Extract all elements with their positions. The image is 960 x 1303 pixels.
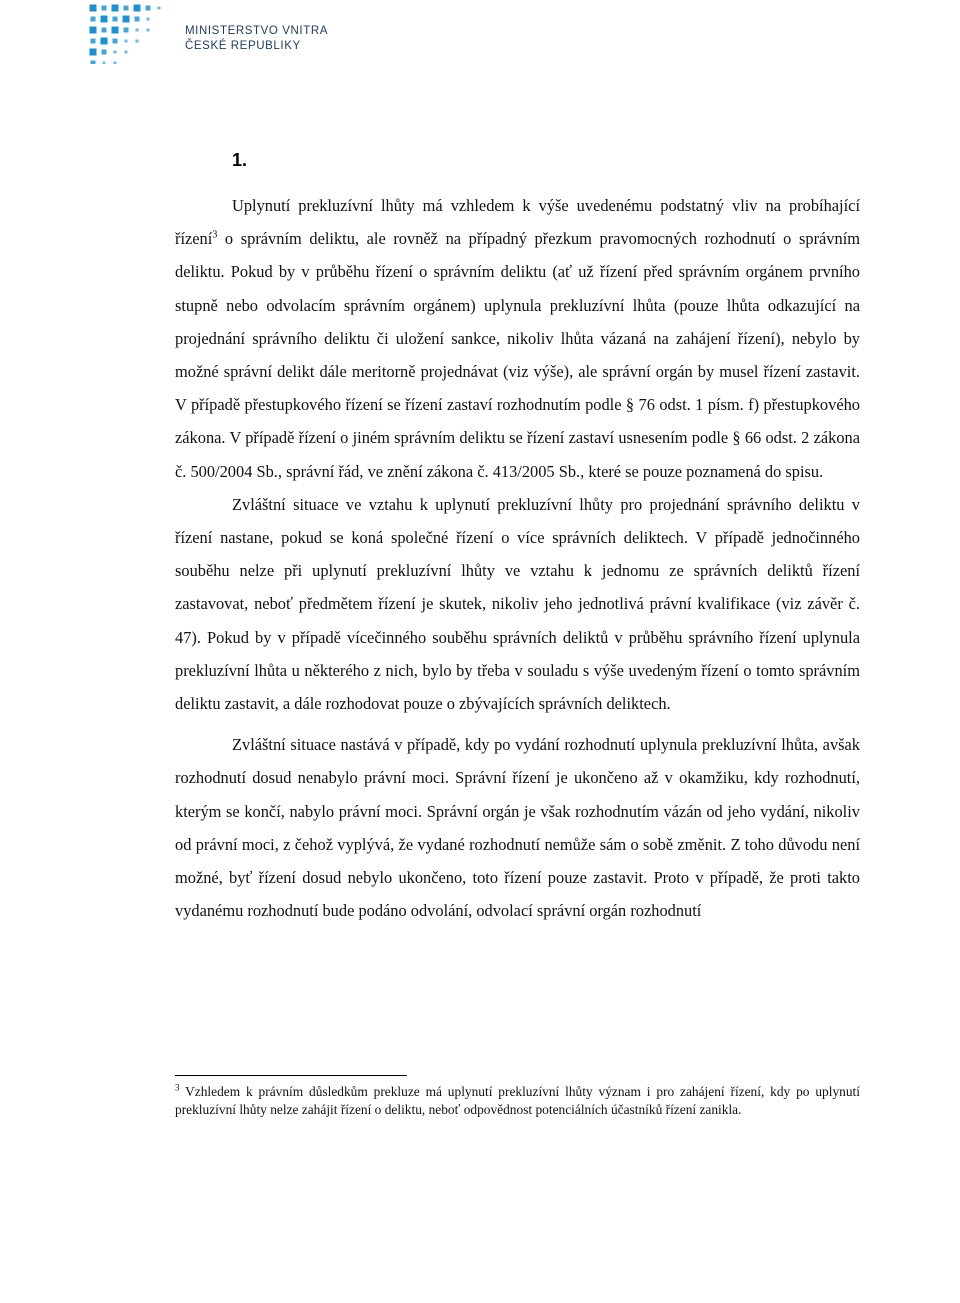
- paragraph-2: Zvláštní situace ve vztahu k uplynutí prekluzívní lhůty pro projednání správního deliktu v řízení nastane, pokud se koná společné řízení o více správních deliktech. V případě jednočinného souběhu nelze při uplynutí prekluzívní lhůty ve vztahu k jednomu ze správních deliktů řízení zastavovat, neboť předmětem řízení je skutek, nikoliv jeho jednotlivá právní kvalifikace (viz závěr č. 47). Pokud by v případě vícečinného souběhu správních deliktů v průběhu správního řízení uplynula prekluzívní lhůta u některého z nich, bylo by třeba v souladu s výše uvedeným řízení o tomto správním deliktu zastavit, a dále rozhodovat pouze o zbývajících správních deliktech.: [175, 494, 860, 714]
- ministry-logo-text: [185, 24, 328, 54]
- paragraph-1: [175, 189, 860, 488]
- section-heading: 1.: [232, 150, 248, 170]
- logo-line-2: ČESKÉ REPUBLIKY: [185, 40, 301, 52]
- paragraph-1-text-b: o správním deliktu, ale rovněž na případný přezkum pravomocných rozhodnutí o správním deliktu. Pokud by v průběhu řízení o správním deliktu (ať už řízení před správním orgánem prvního stupně nebo odvolacím správním orgánem) uplynula prekluzívní lhůta (pouze lhůta odkazující na projednání správního deliktu či uložení sankce, nikoliv lhůta vázaná na zahájení řízení), nebylo by možné správní delikt dále meritorně projednávat (viz výše), ale správní orgán by musel řízení zastavit. V případě přestupkového řízení se řízení zastaví rozhodnutím podle § 76 odst. 1 písm. f) přestupkového zákona. V případě řízení o jiném správním deliktu se řízení zastaví usnesením podle § 66 odst. 2 zákona č. 500/2004 Sb., správní řád, ve znění zákona č. 413/2005 Sb., které se pouze poznamená do spisu.: [175, 229, 860, 481]
- footnote: [175, 1083, 860, 1119]
- ministry-logo-dots-icon: [87, 2, 179, 64]
- ministry-logo: [87, 2, 328, 64]
- footnote-separator: [175, 1075, 407, 1076]
- paragraph-3: Zvláštní situace nastává v případě, kdy po vydání rozhodnutí uplynula prekluzívní lhůta, avšak rozhodnutí dosud nenabylo právní moci. Správní řízení je ukončeno až v okamžiku, kdy rozhodnutí, kterým se končí, nabylo právní moci. Správní orgán je však rozhodnutím vázán od jeho vydání, nikoliv od právní moci, z čehož vyplývá, že vydané rozhodnutí nemůže sám o sobě změnit. Z toho důvodu není možné, byť řízení dosud nebylo ukončeno, toto řízení pouze zastavit. Proto v případě, že proti takto vydanému rozhodnutí bude podáno odvolání, odvolací správní orgán rozhodnutí: [175, 735, 860, 921]
- paragraph-1-text-a: Uplynutí prekluzívní lhůty má vzhledem k výše uvedenému podstatný vliv na probíhající řízení: [175, 196, 860, 249]
- footnote-text: Vzhledem k právním důsledkům prekluze má uplynutí prekluzívní lhůty význam i pro zahájení řízení, kdy po uplynutí prekluzívní lhůty nelze zahájit řízení o deliktu, neboť odpovědnost potenciálních účastníků řízení zanikla.: [175, 1084, 860, 1117]
- logo-line-1: MINISTERSTVO VNITRA: [185, 25, 329, 37]
- footnote-reference[interactable]: 3: [212, 229, 218, 241]
- footnote-number: 3: [175, 1082, 180, 1093]
- document-body: [175, 150, 860, 927]
